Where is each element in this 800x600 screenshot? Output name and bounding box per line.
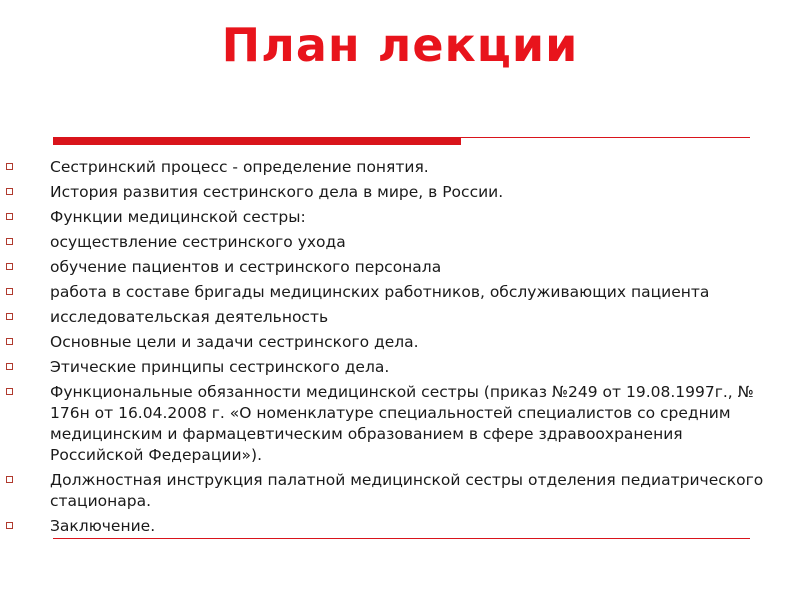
square-bullet-icon bbox=[6, 522, 13, 529]
list-item-text: Функции медицинской сестры: bbox=[50, 208, 306, 226]
square-bullet-icon bbox=[6, 213, 13, 220]
list-item bbox=[0, 382, 775, 466]
list-item-text: Заключение. bbox=[50, 517, 156, 535]
square-bullet-icon bbox=[6, 313, 13, 320]
square-bullet-icon bbox=[6, 263, 13, 270]
square-bullet-icon bbox=[6, 338, 13, 345]
title-underline-thin bbox=[461, 137, 750, 138]
square-bullet-icon bbox=[6, 188, 13, 195]
bottom-divider bbox=[53, 538, 750, 539]
title-underline-thick bbox=[53, 137, 461, 145]
square-bullet-icon bbox=[6, 238, 13, 245]
lecture-plan-list bbox=[0, 157, 800, 541]
list-item-text: Функциональные обязанности медицинской сестры (приказ №249 от 19.08.1997г., № 176н от 16.04.2008 г. «О номенклатуре специальностей специалистов со средним медицинским и фармацевтическим образованием в сфере здравоохранения Российской Федерации»). bbox=[50, 383, 754, 464]
list-item bbox=[0, 257, 775, 278]
square-bullet-icon bbox=[6, 363, 13, 370]
square-bullet-icon bbox=[6, 388, 13, 395]
list-item-text: История развития сестринского дела в мире, в России. bbox=[50, 183, 504, 201]
list-item-text: работа в составе бригады медицинских работников, обслуживающих пациента bbox=[50, 283, 710, 301]
square-bullet-icon bbox=[6, 288, 13, 295]
list-item bbox=[0, 516, 775, 537]
square-bullet-icon bbox=[6, 163, 13, 170]
list-item bbox=[0, 470, 775, 512]
list-item-text: Основные цели и задачи сестринского дела. bbox=[50, 333, 419, 351]
list-item-text: Этические принципы сестринского дела. bbox=[50, 358, 390, 376]
slide-title: План лекции bbox=[221, 18, 579, 72]
list-item bbox=[0, 232, 775, 253]
list-item bbox=[0, 157, 775, 178]
list-item bbox=[0, 332, 775, 353]
list-item bbox=[0, 207, 775, 228]
list-item-text: Должностная инструкция палатной медицинской сестры отделения педиатрического стационара. bbox=[50, 471, 764, 510]
list-item bbox=[0, 357, 775, 378]
list-item-text: исследовательская деятельность bbox=[50, 308, 329, 326]
square-bullet-icon bbox=[6, 476, 13, 483]
list-item bbox=[0, 282, 775, 303]
list-item bbox=[0, 182, 775, 203]
list-item bbox=[0, 307, 775, 328]
list-item-text: обучение пациентов и сестринского персонала bbox=[50, 258, 442, 276]
list-item-text: Сестринский процесс - определение понятия. bbox=[50, 158, 429, 176]
list-item-text: осуществление сестринского ухода bbox=[50, 233, 346, 251]
